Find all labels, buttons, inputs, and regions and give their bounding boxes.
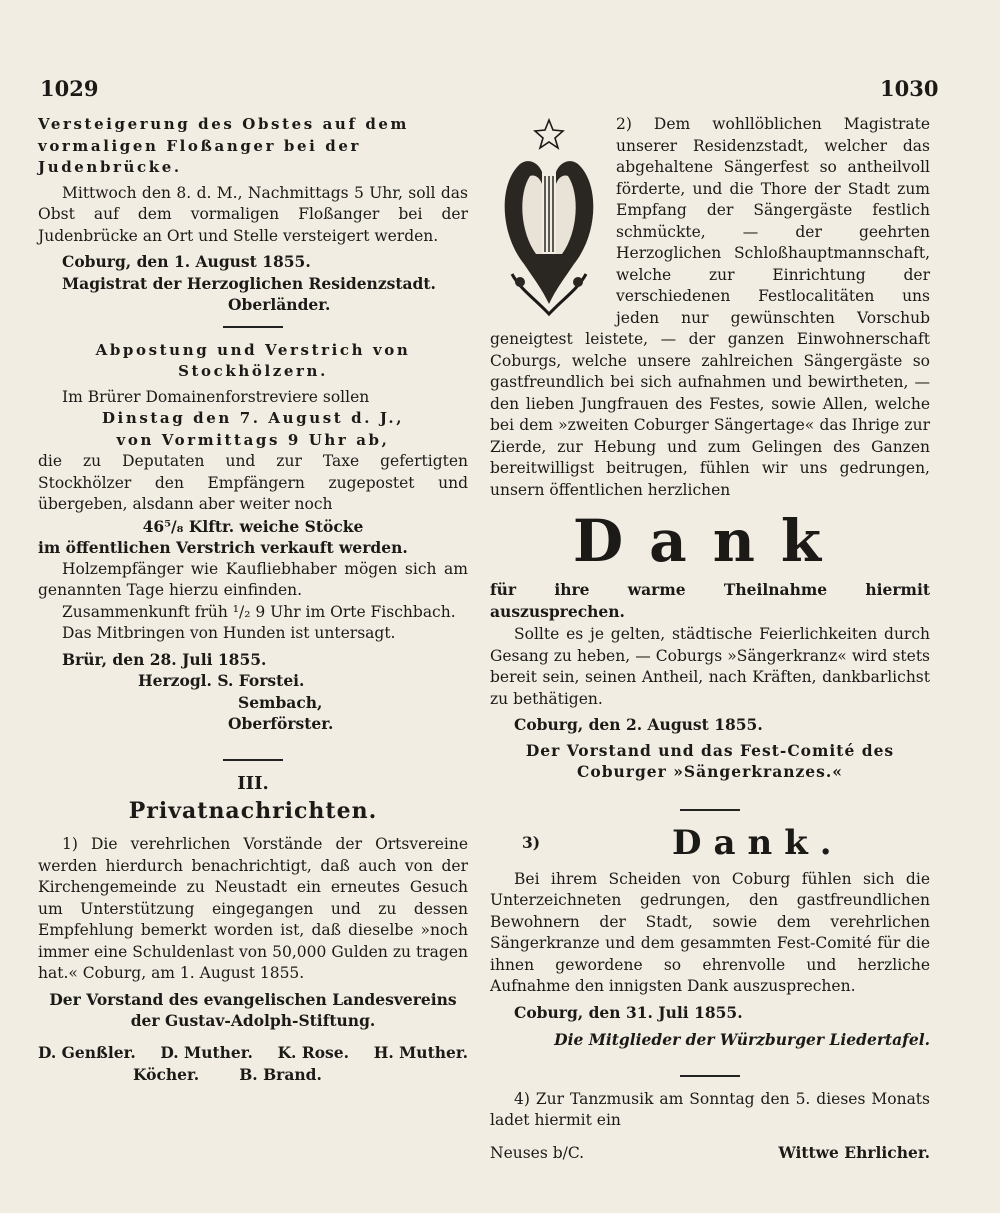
private-notice-4-signer: Wittwe Ehrlicher. (778, 1142, 930, 1162)
notice-1-authority: Magistrat der Herzoglichen Residenzstadt. (62, 273, 436, 293)
private-notice-2-body: 2) Dem wohllöblichen Magistrate unserer Residenzstadt, welcher das abgehaltene Sängerfest so antheilvoll förderte, und die Thore der Stadt zum Empfang der Sängergäste festlich schmückte, — der geehrten Herzoglichen Schloßhauptmannschaft, welche zur Einrichtung der verschiedenen Festlocalitäten uns jeden nur gewünschten Vorschub geneigtest leistete, — der ganzen Einwohnerschaft Coburgs, welche unsere zahlreichen Sängergäste so gastfreundlich bei sich aufnahmen und bewirtheten, — den lieben Jungfrauen des Festes, sowie Allen, welche bei dem »zweiten Coburger Sängertage« das Ihrige zur Zierde, zur Hebung und zum Gelingen des Ganzen bereitwilligst beitrugen, fühlen wir uns gedrungen, unsern öffentlichen herzlichen (490, 115, 930, 499)
signatory: D. Genßler. (38, 1042, 136, 1062)
dank-heading-large: Dank (572, 507, 848, 575)
page-number-right: 1030 (880, 76, 939, 101)
notice-1-title: Versteigerung des Obstes auf dem vormaligen Floßanger bei der Judenbrücke. (38, 115, 410, 176)
notice-2-body-4: Zusammenkunft früh ¹/₂ 9 Uhr im Orte Fischbach. (62, 602, 456, 621)
notice-2-amount: 46⁵/₈ Klftr. weiche Stöcke (142, 516, 364, 536)
private-notice-3-body: Bei ihrem Scheiden von Coburg fühlen sich die Unterzeichneten gedrungen, den gastfreundlichen Bewohnern der Stadt, sowie dem verehrlichen Sängerkranze und dem gesammten Fest-Comité für die ihnen gewordene so ehrenvolle und herzliche Aufnahme den innigsten Dank auszusprechen. (490, 869, 930, 995)
left-column (38, 114, 468, 1086)
divider-rule (223, 326, 283, 328)
notice-2-body: die zu Deputaten und zur Taxe gefertigten Stockhölzer den Empfängern zugepostet und übergeben, alsdann aber weiter noch (38, 452, 468, 513)
signatory: K. Rose. (277, 1042, 350, 1062)
private-notice-2-signature: Der Vorstand und das Fest-Comité des Coburger »Sängerkranzes.« (525, 740, 895, 781)
divider-rule (223, 759, 283, 761)
signatory: B. Brand. (239, 1064, 322, 1084)
private-notice-4-place: Neuses b/C. (490, 1143, 585, 1162)
page-number-left: 1029 (40, 76, 99, 101)
private-notice-4-sign-row (490, 1142, 930, 1164)
private-notice-3-signature: Die Mitglieder der Würzburger Liedertafel. (554, 1030, 930, 1049)
notice-2-intro: Im Brürer Domainenforstreviere sollen (62, 387, 370, 406)
dank-heading-medium: Dank. (672, 822, 844, 863)
notice-2-date-line-2: von Vormittags 9 Uhr ab, (116, 430, 390, 449)
notice-1-body: Mittwoch den 8. d. M., Nachmittags 5 Uhr, soll das Obst auf dem vormaligen Floßanger bei der Judenbrücke an Ort und Stelle versteigert werden. (38, 183, 468, 245)
notice-2-place-date: Brür, den 28. Juli 1855. (62, 649, 267, 669)
notice-2-title: Abpostung und Verstrich von Stockhölzern. (95, 340, 411, 380)
notice-2-date-line-1: Dinstag den 7. August d. J., (101, 409, 405, 427)
right-column (490, 114, 930, 1164)
signatory: H. Muther. (373, 1042, 468, 1062)
section-number: III. (237, 772, 269, 794)
divider-rule (680, 809, 740, 811)
signatory: Köcher. (133, 1064, 200, 1084)
signatories-row-2 (38, 1064, 468, 1086)
section-title: Privatnachrichten. (128, 798, 378, 824)
private-notice-4-body: 4) Zur Tanzmusik am Sonntag den 5. dieses Monats ladet hiermit ein (490, 1089, 930, 1129)
notice-2-signer-title: Oberförster. (228, 714, 334, 733)
private-notice-2-place-date: Coburg, den 2. August 1855. (514, 715, 763, 734)
private-notice-3-number: 3) (522, 832, 541, 852)
notice-2-body-5: Das Mitbringen von Hunden ist untersagt. (62, 624, 396, 642)
notice-1-place-date: Coburg, den 1. August 1855. (62, 252, 311, 271)
notice-1-signer: Oberländer. (228, 295, 331, 314)
notice-2-body-2: im öffentlichen Verstrich verkauft werden. (38, 538, 408, 557)
lyre-ornament-icon (490, 114, 608, 319)
notice-2-body-3: Holzempfänger wie Kaufliebhaber mögen sich am genannten Tage hierzu einfinden. (38, 559, 468, 599)
private-notice-3-place-date: Coburg, den 31. Juli 1855. (514, 1002, 743, 1022)
signatories-row-1 (38, 1042, 468, 1064)
private-notice-2-after: für ihre warme Theilnahme hiermit auszusprechen. (490, 580, 930, 621)
private-notice-3-header (490, 823, 930, 863)
notice-2-office: Herzogl. S. Forstei. (138, 671, 305, 690)
private-notice-1-body: 1) Die verehrlichen Vorstände der Ortsvereine werden hierdurch benachrichtigt, daß auch von der Kirchengemeinde zu Neustadt ein erneutes Gesuch um Unterstützung eingegangen und zu dessen Empfehlung bemerkt worden ist, daß dieselbe »noch immer eine Schuldenlast von 50,000 Gulden zu tragen hat.« Coburg, am 1. August 1855. (38, 835, 468, 982)
signatory: D. Muther. (160, 1042, 253, 1062)
private-notice-1-board: Der Vorstand des evangelischen Landesvereins der Gustav-Adolph-Stiftung. (49, 989, 457, 1030)
divider-rule (680, 1075, 740, 1077)
private-notice-2-body-2: Sollte es je gelten, städtische Feierlichkeiten durch Gesang zu heben, — Coburgs »Sängerkranz« wird stets bereit sein, seinen Antheil, nach Kräften, dankbarlichst zu bethätigen. (490, 625, 930, 708)
notice-2-signer: Sembach, (238, 692, 323, 712)
